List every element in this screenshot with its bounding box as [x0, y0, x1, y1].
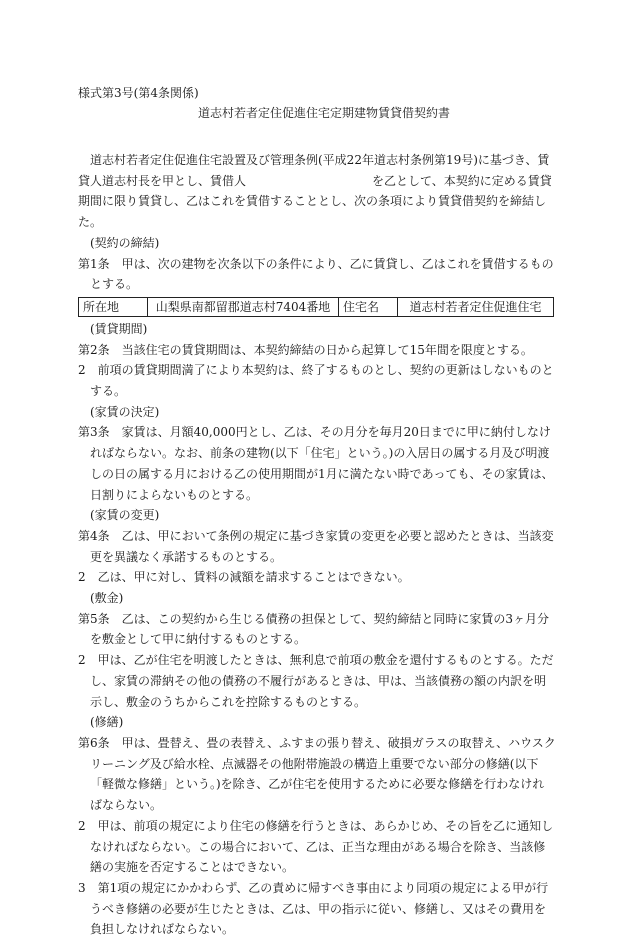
preamble	[78, 150, 556, 233]
property-table	[78, 297, 554, 317]
section-heading-deposit: (敷金)	[90, 591, 124, 606]
article-6-para-2: 2 甲は、前項の規定により住宅の修繕を行うときは、あらかじめ、その旨を乙に通知しなければならない。この場合において、乙は、正当な理由がある場合を除き、当該修繕の実施を否定することはできない。	[78, 818, 554, 875]
article-5-para-2: 2 甲は、乙が住宅を明渡したときは、無利息で前項の敷金を還付するものとする。ただし、家賃の滞納その他の債務の不履行があるときは、甲は、当該債務の額の内訳を明示し、敷金のうちからこれを控除するものとする。	[78, 653, 554, 709]
article-2-para-2: 2 前項の賃貸期間満了により本契約は、終了するものとし、契約の更新はしないものとする。	[78, 363, 554, 399]
preamble-part1: 道志村若者定住促進住宅設置及び管理条例(平成22年道志村条例第19号)に基づき、賃貸人道志村長を甲とし、賃借人	[78, 153, 550, 188]
location-value: 山梨県南都留郡道志村7404番地	[148, 297, 339, 316]
section-heading-rent-change: (家賃の変更)	[90, 508, 160, 523]
article-1: 第1条 甲は、次の建物を次条以下の条件により、乙に賃貸し、乙はこれを賃借するものとする。	[78, 256, 554, 292]
contract-body	[78, 150, 556, 940]
section-heading-rent: (家賃の決定)	[90, 404, 160, 419]
housing-name-value: 道志村若者定住促進住宅	[398, 297, 554, 316]
location-label: 所在地	[79, 297, 148, 316]
article-4-para-2: 2 乙は、甲に対し、賃料の減額を請求することはできない。	[78, 570, 410, 585]
section-heading-conclusion: (契約の締結)	[90, 235, 160, 250]
form-number: 様式第3号(第4条関係)	[78, 86, 199, 100]
article-6: 第6条 甲は、畳替え、畳の表替え、ふすまの張り替え、破損ガラスの取替え、ハウスクリーニング及び給水栓、点滅器その他附帯施設の構造上重要でない部分の修繕(以下「軽微な修繕」という。)を除き、乙が住宅を使用するために必要な修繕を行わなければならない。	[78, 735, 556, 813]
article-5: 第5条 乙は、この契約から生じる債務の担保として、契約締結と同時に家賃の3ヶ月分を敷金として甲に納付するものとする。	[78, 611, 550, 647]
article-6-para-3: 3 第1項の規定にかかわらず、乙の責めに帰すべき事由により同項の規定による甲が行うべき修繕の必要が生じたときは、乙は、甲の指示に従い、修繕し、又はその費用を負担しなければならない。	[78, 880, 549, 937]
section-heading-term: (賃貸期間)	[90, 321, 148, 336]
preamble-part2: を乙として、本契約に定める賃貸期間に限り賃貸し、乙はこれを賃借することとし、次の条項により賃貸借契約を締結した。	[78, 173, 552, 230]
document-title: 道志村若者定住促進住宅定期建物賃貸借契約書	[198, 106, 451, 120]
article-4: 第4条 乙は、甲において条例の規定に基づき家賃の変更を必要と認めたときは、当該変更を異議なく承諾するものとする。	[78, 528, 554, 564]
article-2: 第2条 当該住宅の賃貸期間は、本契約締結の日から起算して15年間を限度とする。	[78, 342, 533, 357]
article-3: 第3条 家賃は、月額40,000円とし、乙は、その月分を毎月20日までに甲に納付しなければならない。なお、前条の建物(以下「住宅」という。)の入居日の属する月及び明渡しの日の属する月における乙の使用期間が1月に満たない時であっても、その家賃は、日割りによらないものとする。	[78, 425, 554, 502]
section-heading-repair: (修繕)	[90, 715, 124, 730]
housing-name-label: 住宅名	[339, 297, 398, 316]
table-row	[79, 297, 554, 316]
